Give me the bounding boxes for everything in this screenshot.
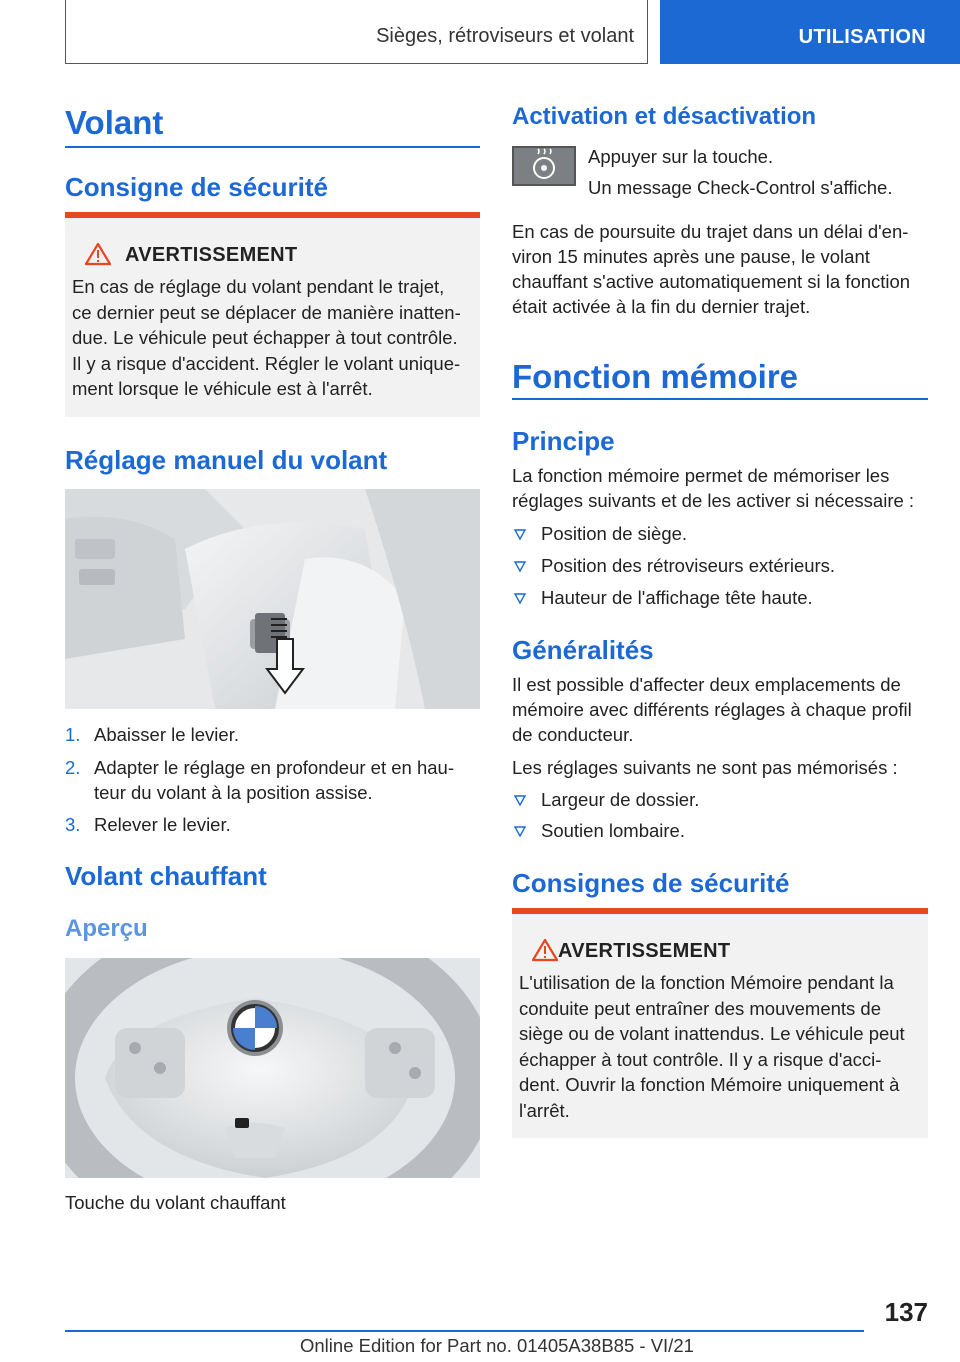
general-text: Il est possible d'affecter deux emplacements de mémoire avec différents réglages à chaque profil de conducteur. xyxy=(512,674,912,745)
steering-wheel-photo xyxy=(65,958,480,1178)
chapter-header xyxy=(65,0,648,64)
warning-box xyxy=(65,212,480,417)
warning-text: L'utilisation de la fonction Mémoire pendant la conduite peut entraîner des mouvements de siège ou de volant inattendus. Le véhicule peut échapper à tout contrôle. Il y a risque d'acci- dent. Ouvrir la fonction Mémoire uniquement à l'arrêt. xyxy=(519,972,905,1121)
auto-activation-paragraph: En cas de poursuite du trajet dans un délai d'en- viron 15 minutes après une pause, le volant chauffant s'active automatiquement si la fonction était activée à la fin du dernier trajet. xyxy=(512,221,911,317)
overview-heading: Aperçu xyxy=(65,915,148,942)
list-item: Hauteur de l'affichage tête haute. xyxy=(541,587,813,608)
safety-heading: Consigne de sécurité xyxy=(65,172,328,202)
principle-text: La fonction mémoire permet de mémoriser les réglages suivants et de les activer si nécessaire : xyxy=(512,465,915,511)
check-control-message: Un message Check-Control s'affiche. xyxy=(588,177,893,198)
title-rule xyxy=(65,146,480,148)
list-item: Soutien lombaire. xyxy=(541,820,685,841)
heated-steering-wheel-icon xyxy=(512,146,576,186)
triangle-bullet-icon xyxy=(514,560,526,572)
principle-heading: Principe xyxy=(512,426,615,456)
memory-title-rule xyxy=(512,398,928,400)
not-saved-intro: Les réglages suivants ne sont pas mémorisés : xyxy=(512,757,898,778)
section-tab[interactable] xyxy=(660,0,960,64)
list-item: Position des rétroviseurs extérieurs. xyxy=(541,555,836,576)
list-item: 3. xyxy=(65,814,81,835)
steering-lever-photo xyxy=(65,489,480,709)
list-item: Largeur de dossier. xyxy=(541,789,700,810)
step-text: Abaisser le levier. xyxy=(94,724,239,745)
general-heading: Généralités xyxy=(512,635,654,665)
memory-function-title: Fonction mémoire xyxy=(512,358,799,395)
page-title: Volant xyxy=(65,104,164,141)
press-instruction: Appuyer sur la touche. xyxy=(588,146,774,167)
manual-adjust-heading: Réglage manuel du volant xyxy=(65,445,388,475)
list-item: 1. xyxy=(65,724,81,745)
triangle-bullet-icon xyxy=(514,825,526,837)
warning-triangle-icon xyxy=(85,242,111,266)
warning-title: AVERTISSEMENT xyxy=(558,940,731,962)
triangle-bullet-icon xyxy=(514,794,526,806)
activation-heading: Activation et désactivation xyxy=(512,103,817,130)
warning-title: AVERTISSEMENT xyxy=(125,244,298,266)
step-text: Adapter le réglage en profondeur et en hau- teur du volant à la position assise. xyxy=(94,757,454,803)
warning-text: En cas de réglage du volant pendant le trajet, ce dernier peut se déplacer de manière inatten- due. Le véhicule peut échapper à tout contrôle. Il y a risque d'accident. Régler le volant unique- ment lorsque le véhicule est à l'arrêt. xyxy=(72,276,461,399)
footer-rule xyxy=(65,1330,864,1332)
photo-caption: Touche du volant chauffant xyxy=(65,1192,286,1213)
triangle-bullet-icon xyxy=(514,528,526,540)
section-title: UTILISATION xyxy=(798,25,926,48)
steering-lever-illustration xyxy=(65,489,480,709)
edition-note: Online Edition for Part no. 01405A38B85 - VI/21 xyxy=(300,1335,694,1356)
warning-triangle-icon xyxy=(532,938,558,962)
memory-warning-box xyxy=(512,908,928,1138)
list-item: Position de siège. xyxy=(541,523,688,544)
chapter-title: Sièges, rétroviseurs et volant xyxy=(376,25,634,47)
step-text: Relever le levier. xyxy=(94,814,231,835)
heated-wheel-heading: Volant chauffant xyxy=(65,861,267,891)
memory-safety-heading: Consignes de sécurité xyxy=(512,868,790,898)
list-item: 2. xyxy=(65,757,81,778)
triangle-bullet-icon xyxy=(514,592,526,604)
steering-wheel-illustration xyxy=(65,958,480,1178)
page-number: 137 xyxy=(884,1297,928,1327)
